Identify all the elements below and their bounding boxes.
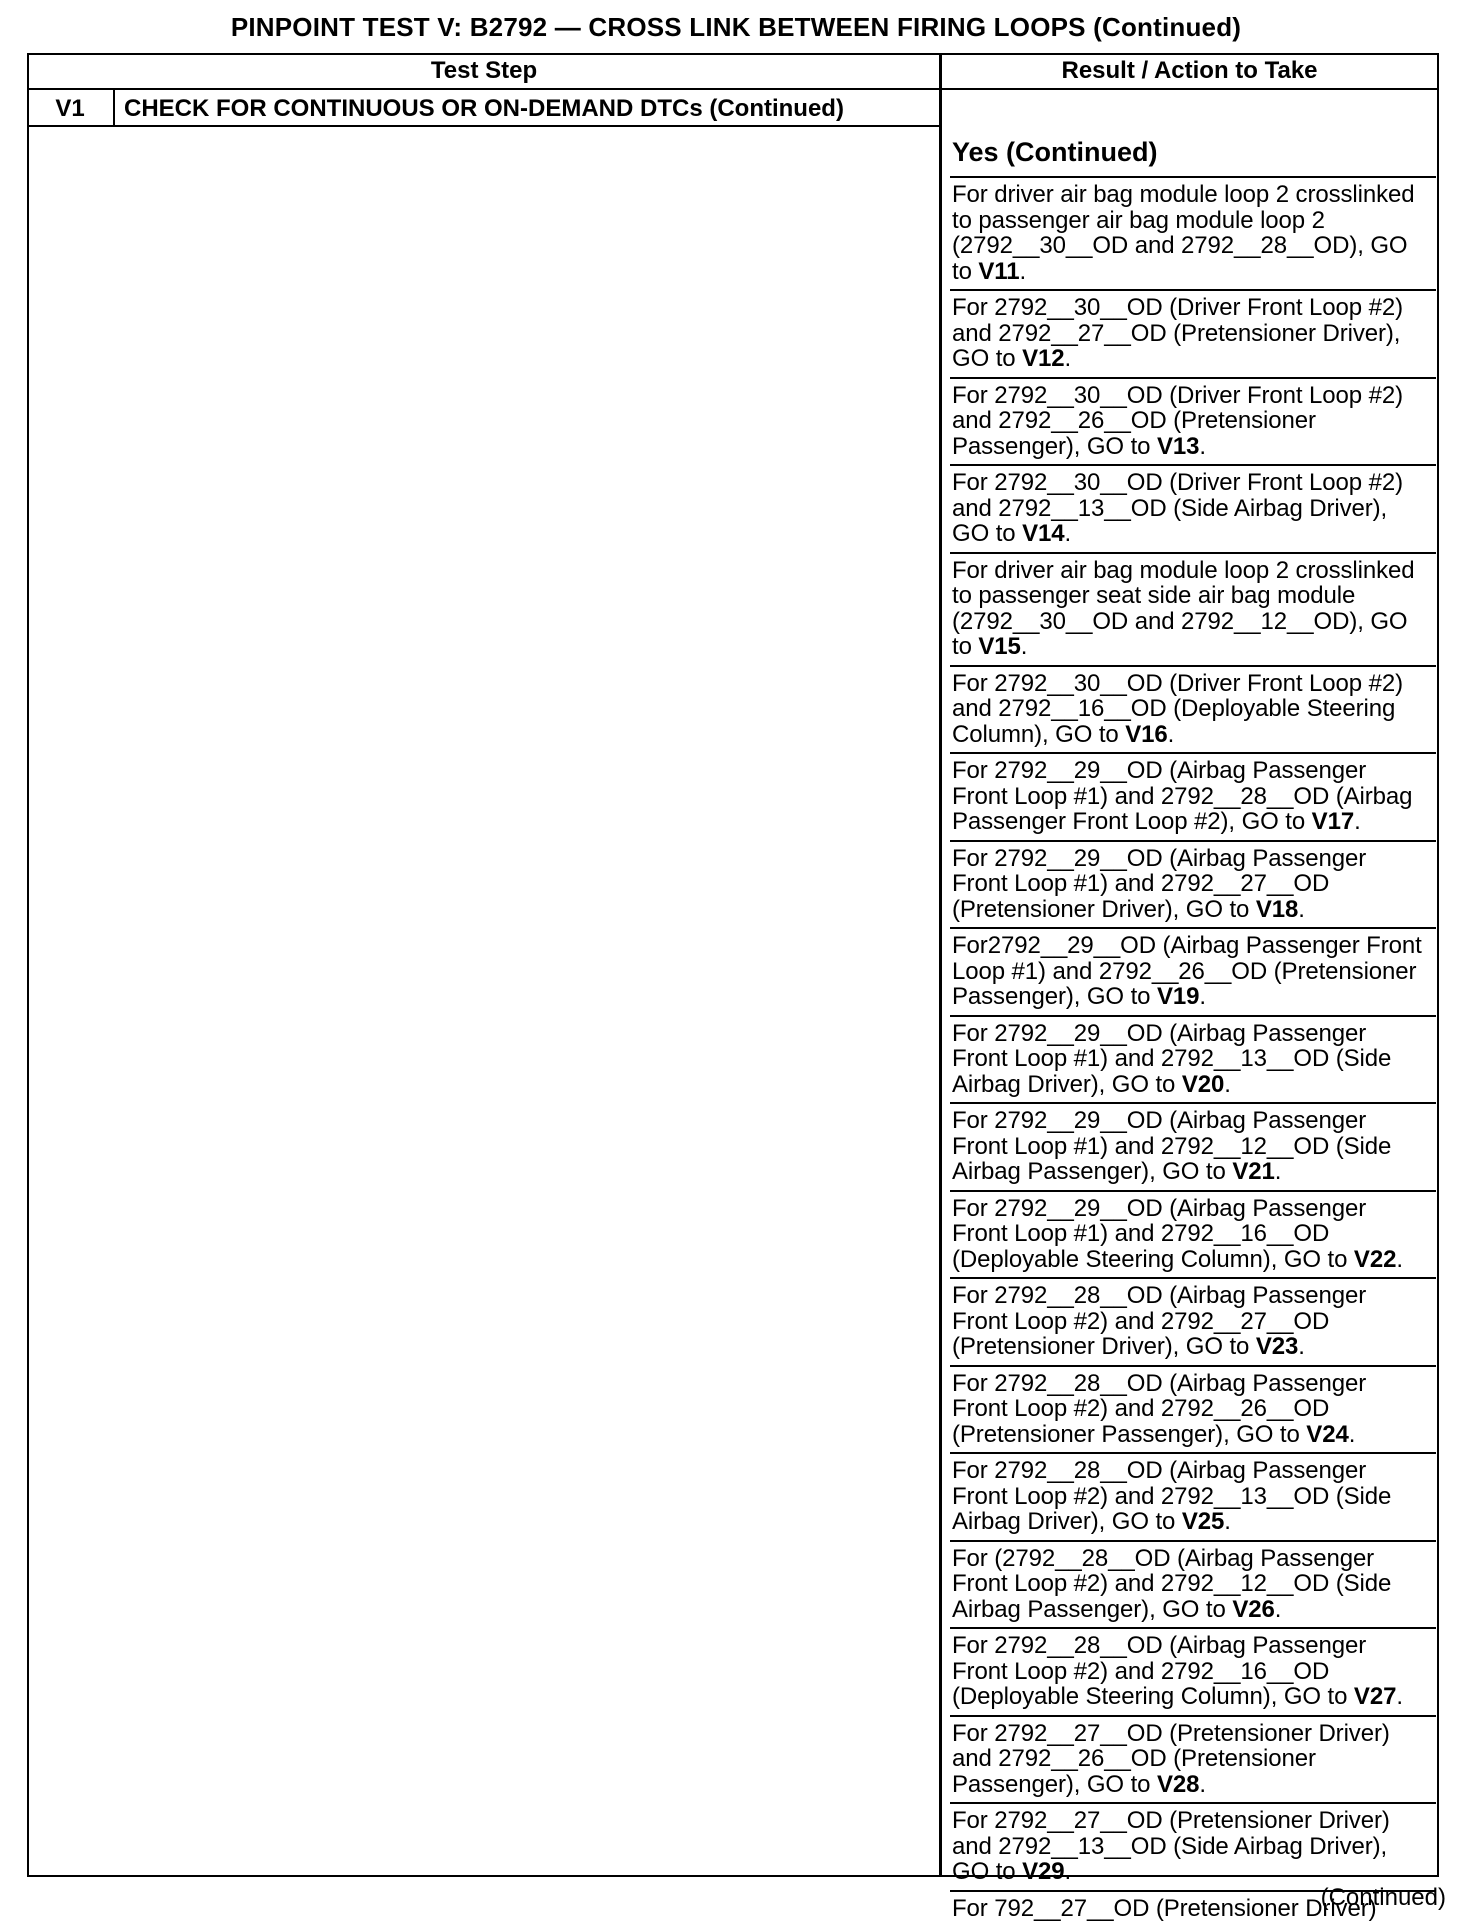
goto-step-ref: V14 [1022,520,1064,547]
result-item-text: For driver air bag module loop 2 crosslinked to passenger seat side air bag module (2792__30__OD and 2792__12__OD), GO to [952,557,1415,661]
result-item-suffix: . [1199,433,1206,460]
goto-step-ref: V18 [1256,896,1298,923]
result-item [950,1452,1436,1540]
column-divider [939,53,942,1877]
result-item-text: For2792__29__OD (Airbag Passenger Front Loop #1) and 2792__26__OD (Pretensioner Passenger), GO to [952,932,1422,1010]
result-item-text: For 2792__30__OD (Driver Front Loop #2) and 2792__27__OD (Pretensioner Driver), GO to [952,294,1403,372]
goto-step-ref: V23 [1256,1333,1298,1360]
result-item-text: For 792__27__OD (Pretensioner Driver) [952,1895,1377,1922]
step-id-divider [113,88,115,126]
result-item-text: For 2792__29__OD (Airbag Passenger Front Loop #1) and 2792__27__OD (Pretensioner Driver), GO to [952,845,1366,923]
result-item-suffix: . [1275,1158,1282,1185]
goto-step-ref: V28 [1157,1771,1199,1798]
result-item-text: For 2792__27__OD (Pretensioner Driver) and 2792__13__OD (Side Airbag Driver), GO to [952,1807,1390,1885]
result-item-suffix: . [1396,1683,1403,1710]
result-item-text: For 2792__29__OD (Airbag Passenger Front Loop #1) and 2792__12__OD (Side Airbag Passenger), GO to [952,1107,1391,1185]
result-item [950,1540,1436,1628]
result-item-text: For 2792__30__OD (Driver Front Loop #2) and 2792__13__OD (Side Airbag Driver), GO to [952,469,1403,547]
goto-step-ref: V15 [978,633,1020,660]
goto-step-ref: V21 [1232,1158,1274,1185]
result-item-suffix: . [1396,1246,1403,1273]
result-item [950,1277,1436,1365]
result-item-text: For 2792__29__OD (Airbag Passenger Front Loop #1) and 2792__13__OD (Side Airbag Driver), GO to [952,1020,1391,1098]
result-item [950,927,1436,1015]
result-item-text: For 2792__28__OD (Airbag Passenger Front Loop #2) and 2792__16__OD (Deployable Steering Column), GO to [952,1632,1366,1710]
result-list [950,176,1436,1926]
result-item [950,1627,1436,1715]
result-item-suffix: . [1224,1071,1231,1098]
page-title: PINPOINT TEST V: B2792 — CROSS LINK BETWEEN FIRING LOOPS (Continued) [0,12,1472,43]
result-item-text: For 2792__28__OD (Airbag Passenger Front Loop #2) and 2792__13__OD (Side Airbag Driver), GO to [952,1457,1391,1535]
goto-step-ref: V13 [1157,433,1199,460]
continued-footer: (Continued) [1321,1884,1446,1912]
goto-step-ref: V27 [1354,1683,1396,1710]
header-result-action: Result / Action to Take [942,54,1437,88]
goto-step-ref: V26 [1232,1596,1274,1623]
result-item-text: For driver air bag module loop 2 crosslinked to passenger air bag module loop 2 (2792__30__OD and 2792__28__OD), GO to [952,181,1415,285]
step-id: V1 [29,92,111,126]
result-item-text: For 2792__30__OD (Driver Front Loop #2) and 2792__26__OD (Pretensioner Passenger), GO to [952,382,1403,460]
result-heading: Yes (Continued) [950,128,1436,176]
result-item [950,1102,1436,1190]
result-item-text: For 2792__28__OD (Airbag Passenger Front Loop #2) and 2792__26__OD (Pretensioner Passenger), GO to [952,1370,1366,1448]
result-item-text: For 2792__29__OD (Airbag Passenger Front Loop #1) and 2792__16__OD (Deployable Steering Column), GO to [952,1195,1366,1273]
goto-step-ref: V12 [1022,345,1064,372]
result-item [950,665,1436,753]
goto-step-ref: V11 [978,258,1019,285]
result-item [950,1802,1436,1890]
result-item-suffix: . [1298,1333,1305,1360]
result-item [950,377,1436,465]
result-item-suffix: . [1298,896,1305,923]
result-item-suffix: . [1275,1596,1282,1623]
goto-step-ref: V17 [1312,808,1354,835]
result-item [950,289,1436,377]
result-item-text: For 2792__29__OD (Airbag Passenger Front Loop #1) and 2792__28__OD (Airbag Passenger Front Loop #2), GO to [952,757,1412,835]
result-item-suffix: . [1199,1771,1206,1798]
goto-step-ref: V24 [1306,1421,1348,1448]
result-item [950,464,1436,552]
result-item [950,840,1436,928]
result-item [950,552,1436,665]
goto-step-ref: V19 [1157,983,1199,1010]
result-item [950,752,1436,840]
step-title: CHECK FOR CONTINUOUS OR ON-DEMAND DTCs (Continued) [124,92,924,126]
result-item [950,1365,1436,1453]
result-column [950,128,1436,1926]
result-item-text: For 2792__27__OD (Pretensioner Driver) and 2792__26__OD (Pretensioner Passenger), GO to [952,1720,1390,1798]
result-item-suffix: . [1065,520,1072,547]
result-item [950,1015,1436,1103]
result-item-suffix: . [1065,1858,1072,1885]
header-test-step: Test Step [29,54,939,88]
result-item-suffix: . [1168,721,1175,748]
goto-step-ref: V29 [1022,1858,1064,1885]
goto-step-ref: V16 [1125,721,1167,748]
result-item-suffix: . [1224,1508,1231,1535]
result-item [950,176,1436,289]
result-item-text: For 2792__28__OD (Airbag Passenger Front Loop #2) and 2792__27__OD (Pretensioner Driver), GO to [952,1282,1366,1360]
result-item-suffix: . [1199,983,1206,1010]
goto-step-ref: V20 [1182,1071,1224,1098]
result-item-suffix: . [1021,633,1028,660]
goto-step-ref: V22 [1354,1246,1396,1273]
result-item-suffix: . [1065,345,1072,372]
result-item-suffix: . [1019,258,1026,285]
result-item [950,1715,1436,1803]
header-divider [27,88,1439,90]
goto-step-ref: V25 [1182,1508,1224,1535]
result-item-text: For 2792__30__OD (Driver Front Loop #2) and 2792__16__OD (Deployable Steering Column), GO to [952,670,1403,748]
result-item-text: For (2792__28__OD (Airbag Passenger Front Loop #2) and 2792__12__OD (Side Airbag Passenger), GO to [952,1545,1391,1623]
result-item-suffix: . [1349,1421,1356,1448]
result-item-suffix: . [1354,808,1361,835]
result-item [950,1190,1436,1278]
